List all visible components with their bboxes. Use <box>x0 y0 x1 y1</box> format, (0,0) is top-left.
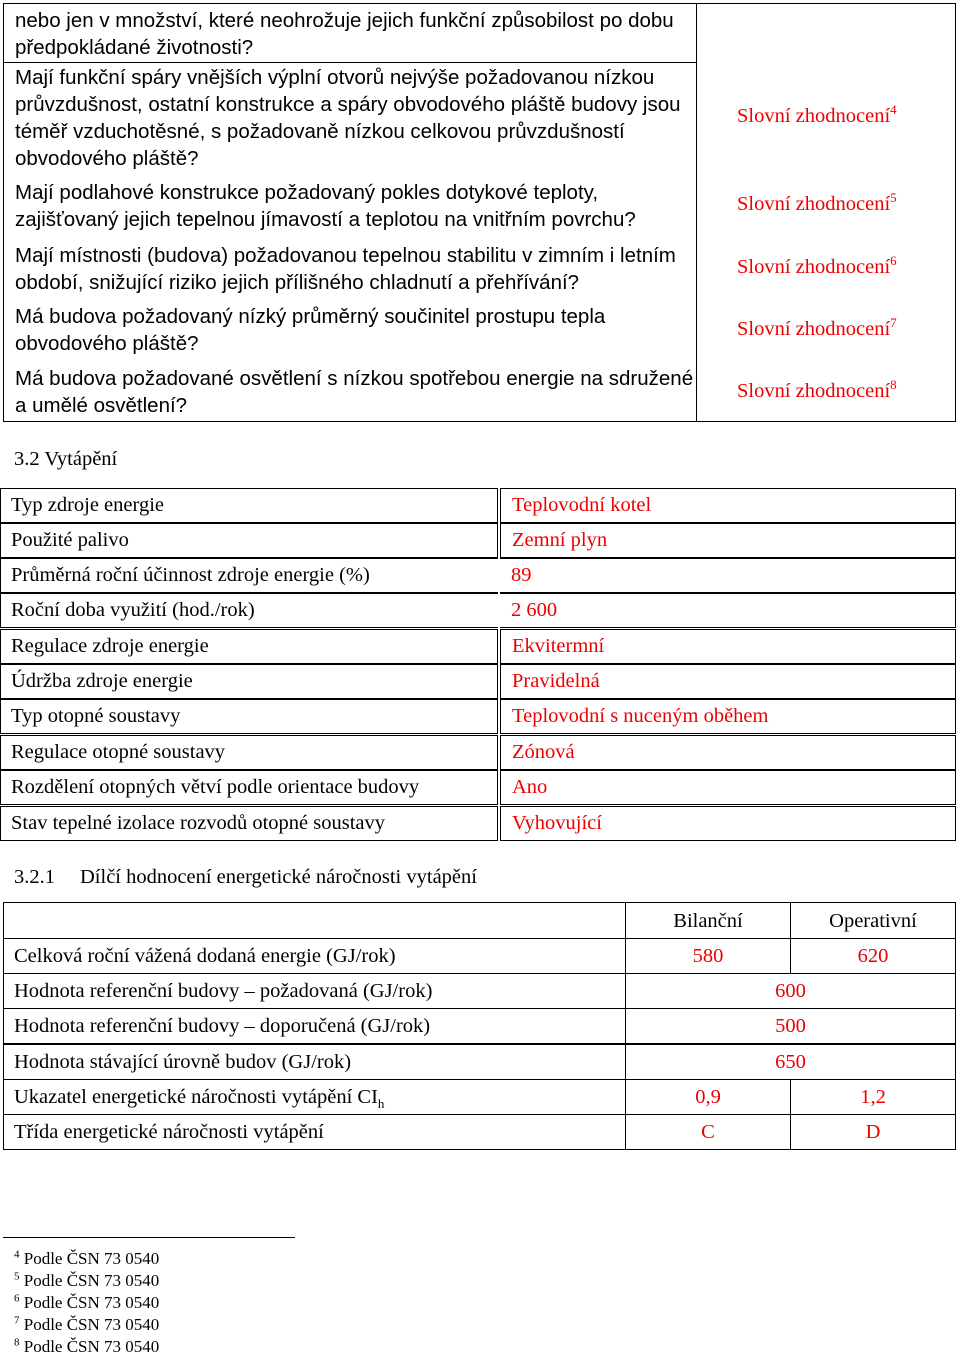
heating-label: Průměrná roční účinnost zdroje energie (%) <box>0 558 498 593</box>
operativni-value: D <box>790 1114 956 1150</box>
assessment-label: Hodnota referenční budovy – požadovaná (GJ/rok) <box>3 973 626 1009</box>
question-text: Mají místnosti (budova) požadovanou tepelnou stabilitu v zimním i letním období, snižující riziko jejich přílišného chladnutí a přehřívání? <box>15 244 676 294</box>
merged-value: 650 <box>625 1044 956 1080</box>
heating-value: Teplovodní s nuceným oběhem <box>500 699 956 734</box>
heating-value: Ano <box>500 770 956 805</box>
heating-label: Regulace otopné soustavy <box>0 735 498 770</box>
evaluation-text: Slovní zhodnocení <box>737 318 891 340</box>
heating-value: Zemní plyn <box>500 523 956 558</box>
section-number: 3.2.1 <box>14 866 55 888</box>
footnote-ref: 7 <box>890 315 897 331</box>
heating-value: Vyhovující <box>500 806 956 841</box>
footnote-text: Podle ČSN 73 0540 <box>23 1271 160 1290</box>
evaluation-cell <box>737 378 897 405</box>
bilancni-value: C <box>625 1114 791 1150</box>
heating-value: 2 600 <box>500 593 956 628</box>
footnote-text: Podle ČSN 73 0540 <box>23 1315 160 1334</box>
header-empty-cell <box>3 902 626 939</box>
bilancni-value: 0,9 <box>625 1079 791 1115</box>
heating-value: Ekvitermní <box>500 629 956 664</box>
requirements-table <box>3 3 956 422</box>
header-bilancni: Bilanční <box>625 902 791 939</box>
evaluation-cell <box>737 254 897 281</box>
assessment-label-subscript: h <box>377 1096 385 1112</box>
evaluation-cell <box>737 191 897 218</box>
assessment-label: Hodnota stávající úrovně budov (GJ/rok) <box>3 1044 626 1080</box>
evaluation-cell <box>737 103 897 130</box>
heating-label: Údržba zdroje energie <box>0 664 498 699</box>
assessment-label: Třída energetické náročnosti vytápění <box>3 1114 626 1150</box>
footnote-ref: 4 <box>890 102 897 118</box>
row-divider <box>4 62 696 63</box>
footnote-number: 5 <box>14 1270 20 1283</box>
footnote-ref: 6 <box>890 253 897 269</box>
heating-value: 89 <box>500 558 956 593</box>
heating-label: Typ otopné soustavy <box>0 699 498 734</box>
evaluation-cell <box>737 316 897 343</box>
assessment-label-text: Ukazatel energetické náročnosti vytápění CI <box>14 1086 378 1108</box>
merged-value: 500 <box>625 1008 956 1044</box>
header-operativni: Operativní <box>790 902 956 939</box>
footnote <box>14 1292 159 1313</box>
operativni-value: 620 <box>790 938 956 974</box>
heating-label: Roční doba využití (hod./rok) <box>0 593 498 628</box>
assessment-label <box>3 1079 626 1115</box>
footnote-number: 8 <box>14 1336 20 1349</box>
footnote-number: 4 <box>14 1248 20 1261</box>
footnote-text: Podle ČSN 73 0540 <box>23 1249 160 1268</box>
footnote <box>14 1270 159 1291</box>
footnote-text: Podle ČSN 73 0540 <box>23 1337 160 1356</box>
section-heading-heating: 3.2 Vytápění <box>14 448 118 470</box>
heating-label: Typ zdroje energie <box>0 488 498 523</box>
evaluation-text: Slovní zhodnocení <box>737 105 891 127</box>
evaluation-text: Slovní zhodnocení <box>737 256 891 278</box>
footnote-number: 7 <box>14 1314 20 1327</box>
question-text: Má budova požadovaný nízký průměrný součinitel prostupu tepla obvodového pláště? <box>15 305 606 355</box>
bilancni-value: 580 <box>625 938 791 974</box>
heating-value: Teplovodní kotel <box>500 488 956 523</box>
footnote-separator <box>3 1237 295 1238</box>
question-text: Má budova požadované osvětlení s nízkou spotřebou energie na sdružené a umělé osvětlení? <box>15 367 694 417</box>
question-text: Mají funkční spáry vnějších výplní otvorů nejvýše požadovanou nízkou průvzdušnost, ostatní konstrukce a spáry obvodového pláště budovy jsou téměř vzduchotěsné, s požadovaně nízkou celkovou průvzdušností obvodového pláště? <box>15 66 681 170</box>
heating-value: Pravidelná <box>500 664 956 699</box>
merged-value: 600 <box>625 973 956 1009</box>
heating-label: Stav tepelné izolace rozvodů otopné soustavy <box>0 806 498 841</box>
footnote-ref: 8 <box>890 377 897 393</box>
evaluation-text: Slovní zhodnocení <box>737 380 891 402</box>
footnote-text: Podle ČSN 73 0540 <box>23 1293 160 1312</box>
footnote <box>14 1248 159 1269</box>
operativni-value: 1,2 <box>790 1079 956 1115</box>
footnote-number: 6 <box>14 1292 20 1305</box>
evaluation-text: Slovní zhodnocení <box>737 193 891 215</box>
footnote <box>14 1336 159 1357</box>
assessment-label: Celková roční vážená dodaná energie (GJ/rok) <box>3 938 626 974</box>
footnote <box>14 1314 159 1335</box>
heating-value: Zónová <box>500 735 956 770</box>
question-text: Mají podlahové konstrukce požadovaný pokles dotykové teploty, zajišťovaný jejich tepelnou jímavostí a teplotou na vnitřním povrchu? <box>15 181 636 231</box>
section-heading-assessment <box>14 866 477 889</box>
heating-label: Použité palivo <box>0 523 498 558</box>
footnote-ref: 5 <box>890 190 897 206</box>
heating-label: Rozdělení otopných větví podle orientace budovy <box>0 770 498 805</box>
column-divider <box>696 4 697 421</box>
heating-label: Regulace zdroje energie <box>0 629 498 664</box>
section-title: Dílčí hodnocení energetické náročnosti vytápění <box>80 866 477 888</box>
question-text: nebo jen v množství, které neohrožuje jejich funkční způsobilost po dobu předpokládané životnosti? <box>15 9 674 59</box>
assessment-label: Hodnota referenční budovy – doporučená (GJ/rok) <box>3 1008 626 1044</box>
